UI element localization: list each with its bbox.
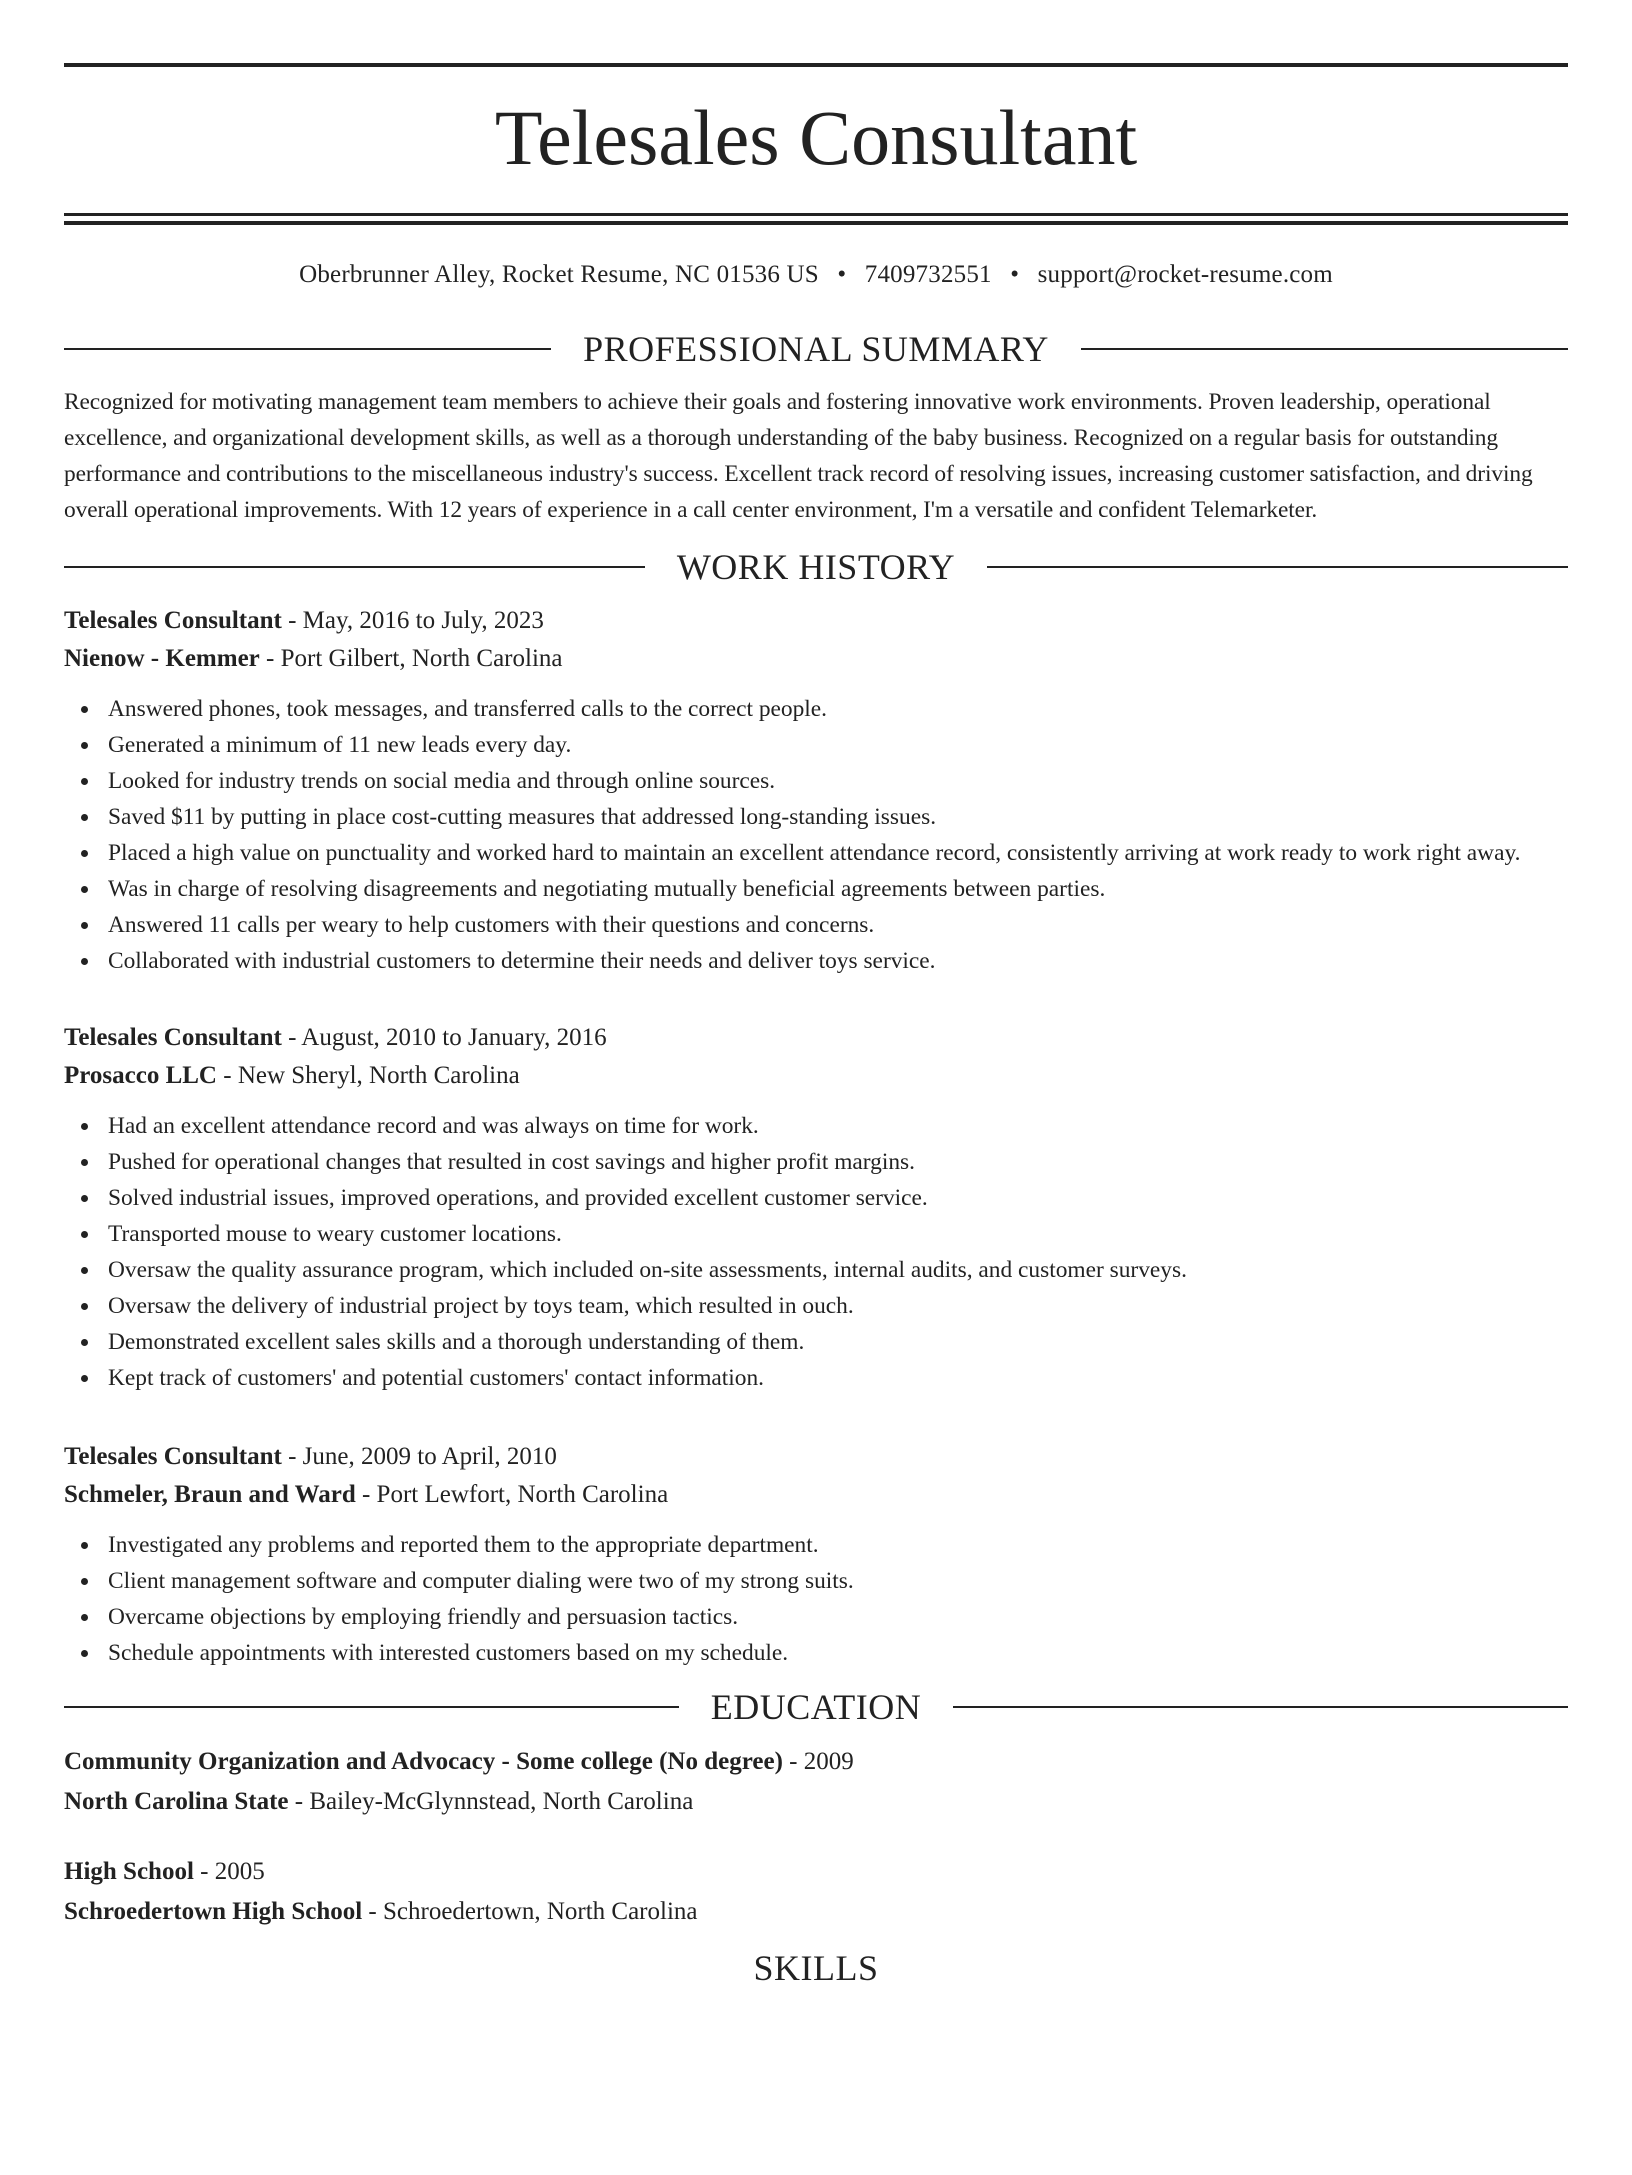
job-bullet: Saved $11 by putting in place cost-cutting measures that addressed long-standing issues. [64,799,1568,835]
job-bullet: Placed a high value on punctuality and worked hard to maintain an excellent attendance record, consistently arriving at work ready to work right away. [64,835,1568,871]
job-title: Telesales Consultant [64,1443,282,1470]
title-double-rule [64,213,1568,225]
job-company-line [64,1476,1568,1514]
contact-phone: 7409732551 [864,261,992,288]
section-rule-left [64,566,645,568]
job-title: Telesales Consultant [64,607,282,634]
education-degree-line [64,1852,1568,1892]
job-bullet: Had an excellent attendance record and was always on time for work. [64,1108,1568,1144]
contact-email: support@rocket-resume.com [1037,261,1333,288]
section-rule-right [987,566,1568,568]
education-year: - 2005 [193,1858,265,1885]
education-list [64,1742,1568,1932]
job-bullet: Solved industrial issues, improved operations, and provided excellent customer service. [64,1180,1568,1216]
job-title-line [64,1438,1568,1476]
job-bullet: Client management software and computer dialing were two of my strong suits. [64,1563,1568,1599]
job-company: Schmeler, Braun and Ward [64,1481,356,1508]
work-history-list [64,602,1568,1671]
education-section-header [64,1689,1568,1725]
job-bullet: Overcame objections by employing friendly and persuasion tactics. [64,1599,1568,1635]
education-heading: EDUCATION [710,1687,922,1727]
job-bullet: Generated a minimum of 11 new leads every day. [64,727,1568,763]
education-year: - 2009 [782,1748,854,1775]
job-company: Nienow - Kemmer [64,645,260,672]
job-bullet: Looked for industry trends on social media and through online sources. [64,763,1568,799]
job-title-line [64,602,1568,640]
job-entry [64,1438,1568,1671]
skills-heading: SKILLS [753,1948,879,1988]
section-rule-left [64,348,551,350]
job-dates: - August, 2010 to January, 2016 [281,1024,607,1051]
job-bullet-list [64,1108,1568,1396]
summary-text: Recognized for motivating management team members to achieve their goals and fostering innovative work environments. Proven leadership, operational excellence, and organizational development skills, as well as a thorough understanding of the baby business. Recognized on a regular basis for outstanding performance and contributions to the miscellaneous industry's success. Excellent track record of resolving issues, increasing customer satisfaction, and driving overall operational improvements. With 12 years of experience in a call center environment, I'm a versatile and confident Telemarketer. [64,389,1533,523]
job-company: Prosacco LLC [64,1062,217,1089]
job-bullet: Was in charge of resolving disagreements and negotiating mutually beneficial agreements between parties. [64,871,1568,907]
contact-separator: • [837,261,847,288]
job-location: - Port Lewfort, North Carolina [355,1481,669,1508]
summary-section-header [64,331,1568,367]
job-location: - Port Gilbert, North Carolina [259,645,563,672]
education-degree: High School [64,1858,194,1885]
job-bullet: Oversaw the quality assurance program, which included on-site assessments, internal audits, and customer surveys. [64,1252,1568,1288]
resume-page [0,63,1632,2175]
education-school-line [64,1892,1568,1932]
job-title-line [64,1019,1568,1057]
job-bullet: Schedule appointments with interested customers based on my schedule. [64,1635,1568,1671]
education-location: - Bailey-McGlynnstead, North Carolina [288,1788,694,1815]
education-entry [64,1852,1568,1932]
job-bullet: Pushed for operational changes that resulted in cost savings and higher profit margins. [64,1144,1568,1180]
job-dates: - June, 2009 to April, 2010 [281,1443,557,1470]
job-company-line [64,1057,1568,1095]
section-rule-left [64,1706,679,1708]
education-degree-line [64,1742,1568,1782]
job-bullet: Oversaw the delivery of industrial project by toys team, which resulted in ouch. [64,1288,1568,1324]
education-school-line [64,1782,1568,1822]
skills-section-header [64,1950,1568,1986]
job-bullet: Demonstrated excellent sales skills and a thorough understanding of them. [64,1324,1568,1360]
job-bullet: Kept track of customers' and potential customers' contact information. [64,1360,1568,1396]
resume-title: Telesales Consultant [494,94,1138,181]
job-entry [64,602,1568,979]
summary-heading: PROFESSIONAL SUMMARY [583,329,1049,369]
job-title: Telesales Consultant [64,1024,282,1051]
job-bullet-list [64,1527,1568,1671]
job-bullet: Collaborated with industrial customers to determine their needs and deliver toys service. [64,943,1568,979]
education-degree: Community Organization and Advocacy - Some college (No degree) [64,1748,783,1775]
job-bullet-list [64,691,1568,979]
job-bullet: Answered 11 calls per weary to help customers with their questions and concerns. [64,907,1568,943]
job-company-line [64,640,1568,678]
job-dates: - May, 2016 to July, 2023 [281,607,544,634]
section-rule-right [953,1706,1568,1708]
work-heading: WORK HISTORY [676,547,956,587]
education-school: North Carolina State [64,1788,289,1815]
job-bullet: Transported mouse to weary customer locations. [64,1216,1568,1252]
education-school: Schroedertown High School [64,1898,363,1925]
contact-address: Oberbrunner Alley, Rocket Resume, NC 01536 US [299,261,819,288]
education-location: - Schroedertown, North Carolina [362,1898,698,1925]
job-location: - New Sheryl, North Carolina [217,1062,520,1089]
work-section-header [64,549,1568,585]
job-entry [64,1019,1568,1396]
education-entry [64,1742,1568,1822]
job-bullet: Investigated any problems and reported them to the appropriate department. [64,1527,1568,1563]
contact-separator: • [1010,261,1020,288]
contact-line [64,262,1568,287]
section-rule-right [1081,348,1568,350]
job-bullet: Answered phones, took messages, and transferred calls to the correct people. [64,691,1568,727]
